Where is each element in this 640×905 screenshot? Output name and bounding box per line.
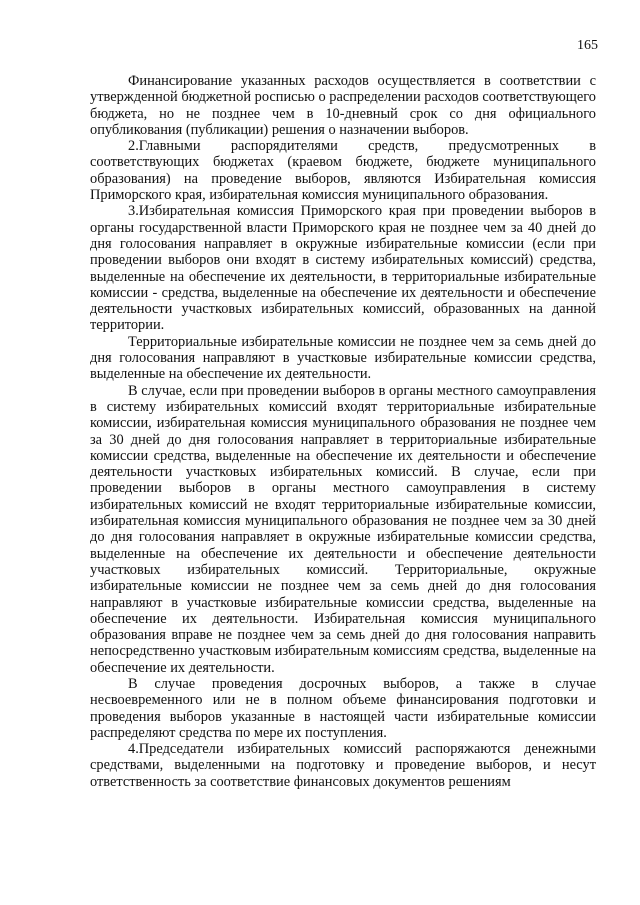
document-body	[90, 73, 596, 790]
paragraph-2-chief-managers: 2.Главными распорядителями средств, предусмотренных в соответствующих бюджетах (краевом бюджете, бюджете муниципального образования) на проведение выборов, являются Избирательная комиссия Приморского края, избирательная комиссия муниципального образования.	[90, 138, 596, 204]
paragraph-local-elections: В случае, если при проведении выборов в органы местного самоуправления в систему избирательных комиссий входят территориальные избирательные комиссии, избирательная комиссия муниципального образования не позднее чем за 30 дней до дня голосования направляет в территориальные избирательные комиссии средства, выделенные на обеспечение их деятельности и обеспечение деятельности участковых избирательных комиссий. В случае, если при проведении выборов в органы местного самоуправления в систему избирательных комиссий не входят территориальные избирательные комиссии, избирательная комиссия муниципального образования не позднее чем за 30 дней до дня голосования направляет в окружные избирательные комиссии средства, выделенные на обеспечение их деятельности и обеспечение деятельности участковых избирательных комиссий. Территориальные, окружные избирательные комиссии не позднее чем за семь дней до дня голосования направляют в участковые избирательные комиссии средства, выделенные на обеспечение их деятельности. Избирательная комиссия муниципального образования вправе не позднее чем за семь дней до дня голосования направить непосредственно участковым избирательным комиссиям средства, выделенные на обеспечение их деятельности.	[90, 382, 596, 676]
paragraph-financing-schedule: Финансирование указанных расходов осуществляется в соответствии с утвержденной бюджетной росписью о распределении расходов соответствующего бюджета, но не позднее чем в 10-дневный срок со дня официального опубликования (публикации) решения о назначении выборов.	[90, 73, 596, 138]
paragraph-3-regional-commission: 3.Избирательная комиссия Приморского края при проведении выборов в органы государственной власти Приморского края не позднее чем за 40 дней до дня голосования направляет в окружные избирательные комиссии (если при проведении выборов они входят в систему избирательных комиссий) средства, выделенные на обеспечение их деятельности, в территориальные избирательные комиссии - средства, выделенные на обеспечение их деятельности и обеспечение деятельности участковых избирательных комиссий, образованных на данной территории.	[90, 203, 596, 334]
paragraph-territorial-commissions: Территориальные избирательные комиссии не позднее чем за семь дней до дня голосования направляют в участковые избирательные комиссии средства, выделенные на обеспечение их деятельности.	[90, 333, 596, 383]
paragraph-4-chairs-responsibility: 4.Председатели избирательных комиссий распоряжаются денежными средствами, выделенными на подготовку и проведение выборов, и несут ответственность за соответствие финансовых документов решениям	[90, 741, 596, 790]
page-number: 165	[577, 38, 598, 53]
paragraph-early-elections: В случае проведения досрочных выборов, а также в случае несвоевременного или не в полном объеме финансирования подготовки и проведения выборов указанные в настоящей части избирательные комиссии распределяют средства по мере их поступления.	[90, 675, 596, 741]
